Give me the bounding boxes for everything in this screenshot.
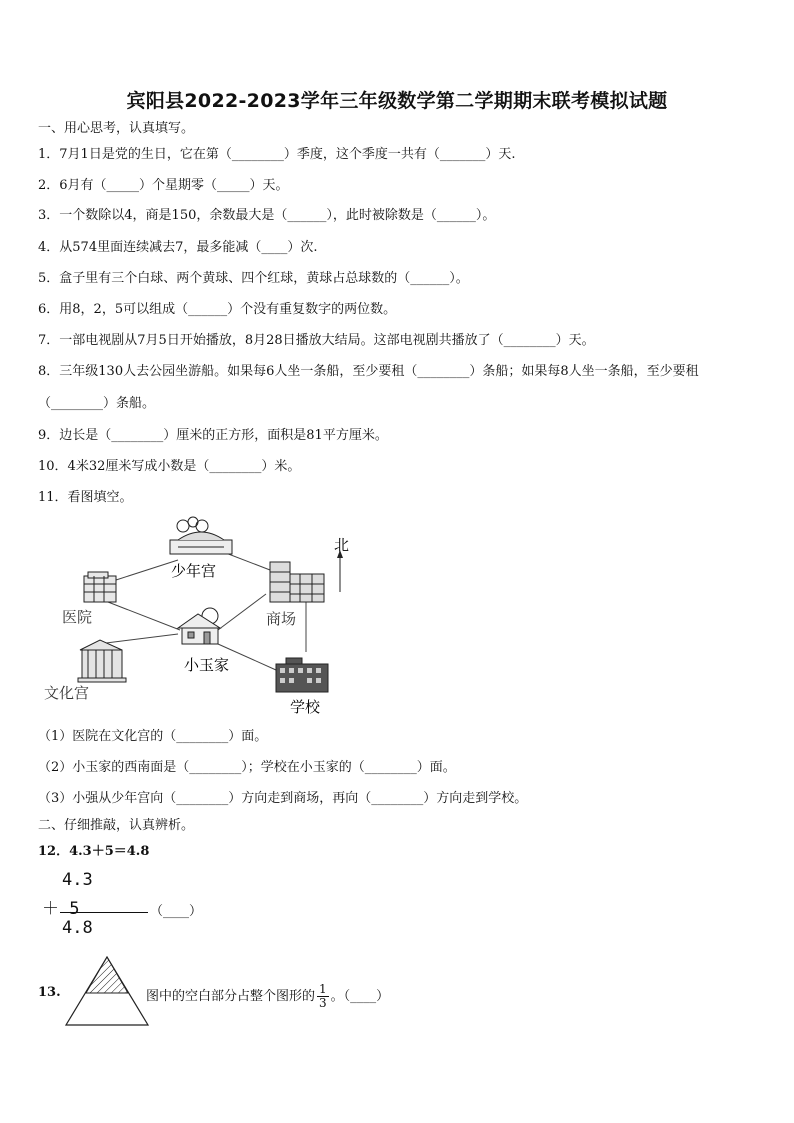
question-4: 4．从574里面连续减去7，最多能减（____）次. bbox=[38, 240, 318, 255]
fraction-numerator: 1 bbox=[319, 982, 327, 996]
north-label: 北 bbox=[334, 536, 350, 554]
fraction bbox=[317, 983, 329, 1010]
question-13-stem: 图中的空白部分占整个图形的 bbox=[146, 989, 316, 1004]
question-1: 1．7月1日是党的生日，它在第（________）季度，这个季度一共有（_______）天. bbox=[38, 147, 516, 162]
question-13-answer: 。（____） bbox=[330, 989, 390, 1004]
section-2-heading: 二、仔细推敲，认真辨析。 bbox=[38, 818, 195, 833]
question-8-line-1: 8．三年级130人去公园坐游船。如果每6人坐一条船，至少要租（________）条船；如果每8人坐一条船，至少要租 bbox=[38, 364, 699, 379]
addend-2: ＋ 5 bbox=[42, 899, 80, 919]
school-label: 学校 bbox=[290, 698, 321, 716]
question-13-number: 13. bbox=[38, 985, 61, 1000]
question-9: 9．边长是（________）厘米的正方形，面积是81平方厘米。 bbox=[38, 428, 388, 443]
vertical-addition bbox=[42, 870, 122, 945]
youth-palace-icon bbox=[170, 517, 232, 554]
question-6: 6．用8，2，5可以组成（______）个没有重复数字的两位数。 bbox=[38, 302, 397, 317]
fraction-denominator: 3 bbox=[319, 996, 327, 1010]
mall-label: 商场 bbox=[266, 610, 297, 628]
culture-palace-icon bbox=[78, 640, 126, 682]
question-11-1: （1）医院在文化宫的（________）面。 bbox=[38, 729, 268, 744]
home-icon bbox=[178, 608, 220, 644]
question-10: 10．4米32厘米写成小数是（________）米。 bbox=[38, 459, 301, 474]
page-title: 宾阳县2022-2023学年三年级数学第二学期期末联考模拟试题 bbox=[126, 90, 668, 112]
mall-icon bbox=[270, 562, 324, 602]
sum-line bbox=[60, 912, 148, 913]
sum: 4.8 bbox=[62, 918, 93, 938]
triangle-figure bbox=[64, 955, 150, 1027]
question-11-2: （2）小玉家的西南面是（________）；学校在小玉家的（________）面。 bbox=[38, 760, 456, 775]
question-12: 12．4.3＋5＝4.8 bbox=[38, 844, 150, 859]
school-icon bbox=[276, 658, 328, 692]
question-7: 7．一部电视剧从7月5日开始播放，8月28日播放大结局。这部电视剧共播放了（________）天。 bbox=[38, 333, 595, 348]
culture-palace-label: 文化宫 bbox=[44, 684, 90, 702]
question-11: 11．看图填空。 bbox=[38, 490, 133, 505]
location-map bbox=[38, 512, 368, 722]
north-arrow-icon bbox=[337, 550, 343, 592]
question-8-line-2: （________）条船。 bbox=[38, 396, 156, 411]
question-12-answer: （____） bbox=[150, 904, 203, 919]
hospital-icon bbox=[84, 572, 116, 602]
question-2: 2．6月有（_____）个星期零（_____）天。 bbox=[38, 178, 289, 193]
question-3: 3．一个数除以4，商是150，余数最大是（______），此时被除数是（______）。 bbox=[38, 208, 496, 223]
question-13-text bbox=[146, 983, 389, 1010]
question-11-3: （3）小强从少年宫向（________）方向走到商场，再向（________）方向走到学校。 bbox=[38, 791, 528, 806]
youth-palace-label: 少年宫 bbox=[171, 562, 217, 580]
section-1-heading: 一、用心思考，认真填写。 bbox=[38, 121, 195, 136]
question-5: 5．盒子里有三个白球、两个黄球、四个红球，黄球占总球数的（______）。 bbox=[38, 271, 469, 286]
home-label: 小玉家 bbox=[184, 656, 230, 674]
hospital-label: 医院 bbox=[62, 608, 93, 626]
addend-1: 4.3 bbox=[62, 870, 93, 890]
